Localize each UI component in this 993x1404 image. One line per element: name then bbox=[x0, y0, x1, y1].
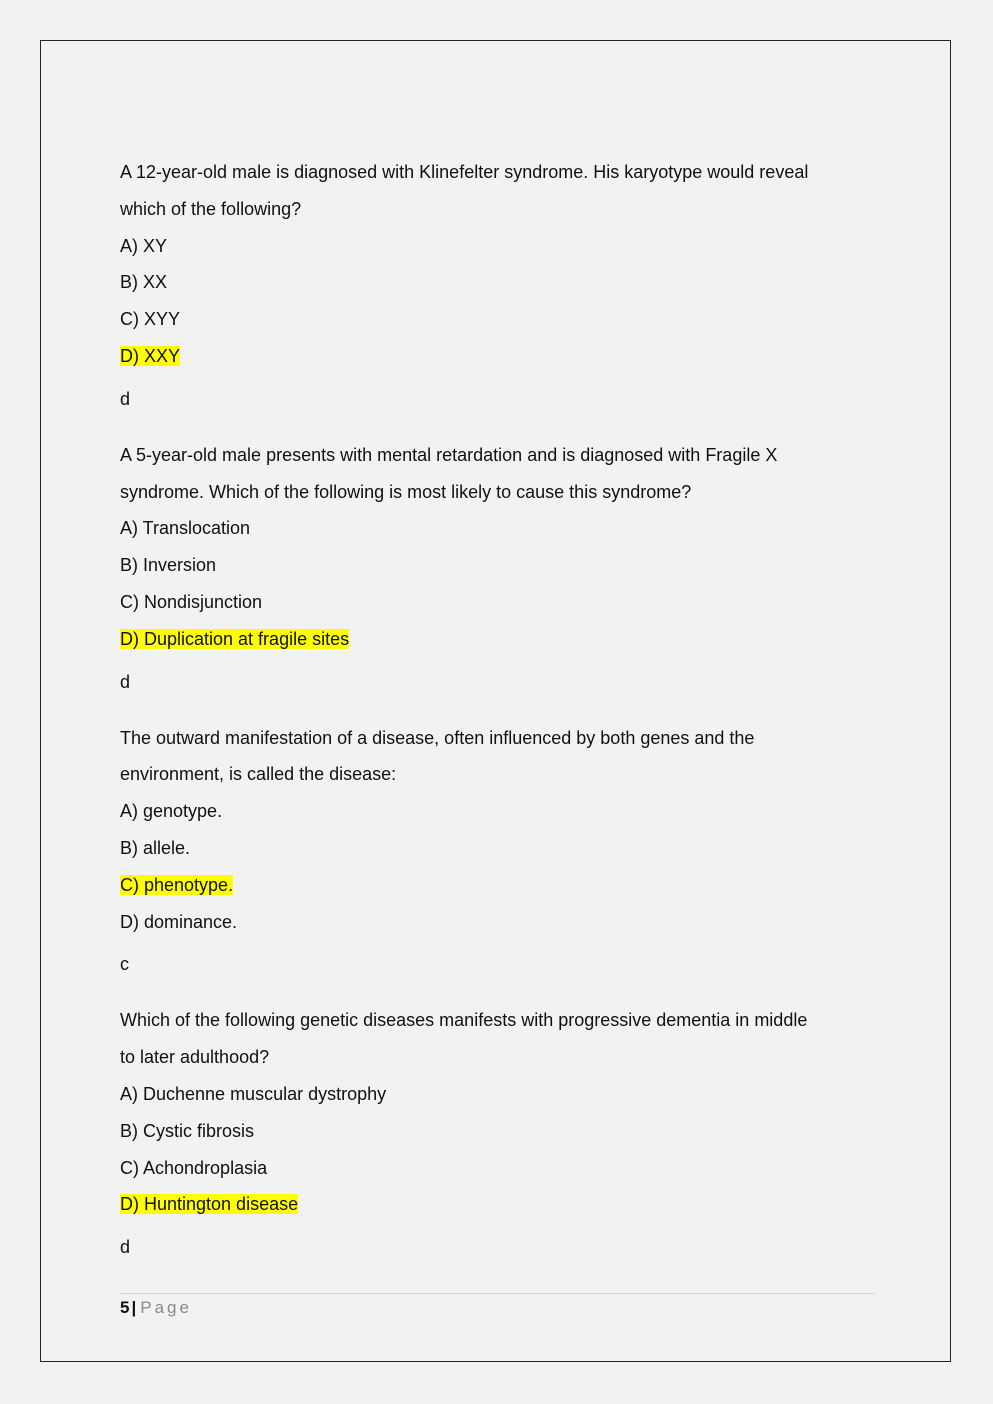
option-text: B) Cystic fibrosis bbox=[120, 1120, 255, 1141]
page-label: Page bbox=[140, 1298, 192, 1317]
answer-key: d bbox=[120, 1237, 131, 1258]
page-content bbox=[120, 154, 880, 1285]
option-b bbox=[120, 547, 880, 584]
question-stem-line: syndrome. Which of the following is most likely to cause this syndrome? bbox=[120, 481, 692, 502]
option-text: D) dominance. bbox=[120, 911, 238, 932]
option-a bbox=[120, 228, 880, 265]
question-stem-line: to later adulthood? bbox=[120, 1047, 270, 1068]
highlighted-option-text: C) phenotype. bbox=[120, 874, 234, 895]
option-a bbox=[120, 510, 880, 547]
option-text: A) XY bbox=[120, 235, 168, 256]
question-stem-line: which of the following? bbox=[120, 198, 302, 219]
question-stem-line: The outward manifestation of a disease, often influenced by both genes and the bbox=[120, 727, 755, 748]
option-c bbox=[120, 301, 880, 338]
question-3 bbox=[120, 720, 880, 977]
footer-separator: | bbox=[131, 1298, 137, 1317]
option-b bbox=[120, 264, 880, 301]
option-b bbox=[120, 830, 880, 867]
option-text: C) XYY bbox=[120, 309, 181, 330]
page-footer bbox=[120, 1293, 875, 1318]
highlighted-option-text: D) XXY bbox=[120, 345, 181, 366]
highlighted-option-text: D) Huntington disease bbox=[120, 1194, 299, 1215]
question-2 bbox=[120, 437, 880, 694]
option-d bbox=[120, 1186, 880, 1223]
option-text: C) Achondroplasia bbox=[120, 1157, 268, 1178]
option-text: A) Duchenne muscular dystrophy bbox=[120, 1083, 387, 1104]
page-number: 5 bbox=[120, 1298, 130, 1317]
question-stem-line: environment, is called the disease: bbox=[120, 764, 397, 785]
answer-key: d bbox=[120, 388, 131, 409]
question-stem-line: A 12-year-old male is diagnosed with Klinefelter syndrome. His karyotype would reveal bbox=[120, 162, 809, 182]
highlighted-option-text: D) Duplication at fragile sites bbox=[120, 628, 350, 649]
option-text: B) XX bbox=[120, 272, 168, 293]
option-text: B) Inversion bbox=[120, 555, 217, 576]
option-d bbox=[120, 621, 880, 658]
document-page bbox=[40, 40, 951, 1362]
option-d bbox=[120, 904, 880, 941]
option-c bbox=[120, 1150, 880, 1187]
option-c bbox=[120, 584, 880, 621]
question-stem-line: A 5-year-old male presents with mental retardation and is diagnosed with Fragile X bbox=[120, 444, 778, 465]
option-b bbox=[120, 1113, 880, 1150]
option-text: A) Translocation bbox=[120, 518, 251, 539]
option-d bbox=[120, 338, 880, 375]
option-c bbox=[120, 867, 880, 904]
option-text: B) allele. bbox=[120, 837, 191, 858]
option-a bbox=[120, 1076, 880, 1113]
question-4 bbox=[120, 1002, 880, 1259]
question-1 bbox=[120, 154, 880, 411]
option-text: A) genotype. bbox=[120, 801, 223, 822]
option-a bbox=[120, 793, 880, 830]
option-text: C) Nondisjunction bbox=[120, 591, 263, 612]
question-stem-line: Which of the following genetic diseases manifests with progressive dementia in middle bbox=[120, 1010, 808, 1031]
answer-key: d bbox=[120, 671, 131, 692]
answer-key: c bbox=[120, 954, 129, 975]
